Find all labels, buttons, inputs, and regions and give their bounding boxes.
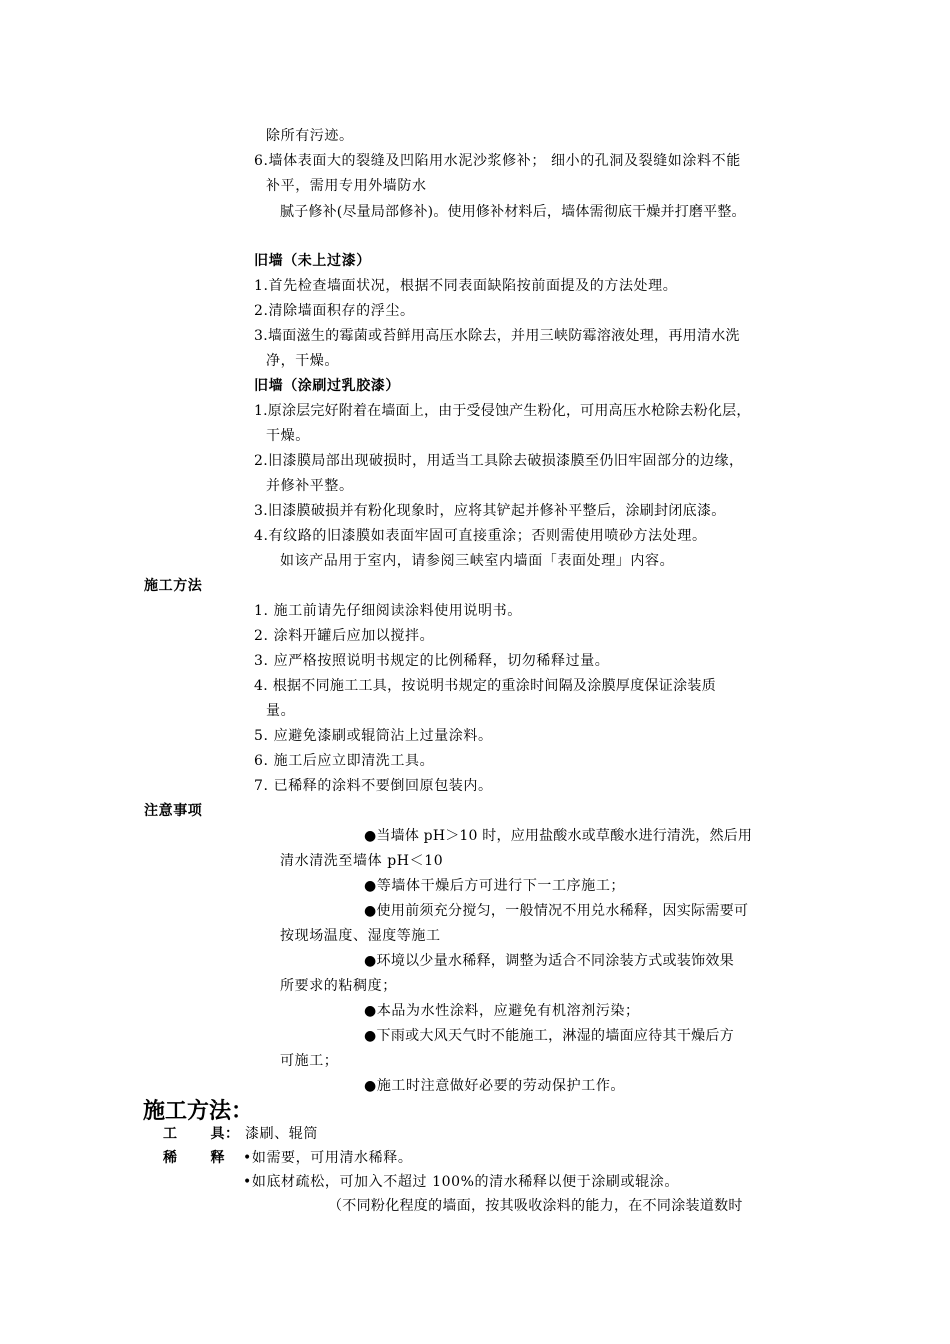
note-item: ●环境以少量水稀释，调整为适合不同涂装方式或装饰效果 — [364, 953, 735, 969]
note-item: 所要求的粘稠度； — [280, 978, 397, 994]
list-item: 3.旧漆膜破损并有粉化现象时，应将其铲起并修补平整后，涂刷封闭底漆。 — [254, 503, 726, 519]
dilute-line: •如需要，可用清水稀释。 — [243, 1150, 413, 1166]
section-heading-old-wall-latex: 旧墙（涂刷过乳胶漆） — [254, 378, 400, 394]
prep-line: 6.墙体表面大的裂缝及凹陷用水泥沙浆修补； 细小的孔洞及裂缝如涂料不能 — [254, 153, 741, 169]
list-item: 1. 施工前请先仔细阅读涂料使用说明书。 — [254, 603, 522, 619]
list-item: 净，干燥。 — [266, 353, 339, 369]
note-item: ●使用前须充分搅匀，一般情况不用兑水稀释，因实际需要可 — [364, 903, 749, 919]
list-item: 2.旧漆膜局部出现破损时，用适当工具除去破损漆膜至仍旧牢固部分的边缘， — [254, 453, 744, 469]
section-heading-method: 施工方法 — [144, 578, 203, 594]
dilute-line: （不同粉化程度的墙面，按其吸收涂料的能力，在不同涂装道数时 — [328, 1198, 743, 1214]
section-heading-notes: 注意事项 — [144, 803, 203, 819]
prep-line: 补平，需用专用外墙防水 — [266, 178, 427, 194]
note-item: ●等墙体干燥后方可进行下一工序施工； — [364, 878, 626, 894]
list-item: 3. 应严格按照说明书规定的比例稀释，切勿稀释过量。 — [254, 653, 610, 669]
list-item: 7. 已稀释的涂料不要倒回原包装内。 — [254, 778, 493, 794]
note-item: ●施工时注意做好必要的劳动保护工作。 — [364, 1078, 626, 1094]
note-item: 按现场温度、湿度等施工 — [280, 928, 441, 944]
prep-line: 除所有污迹。 — [266, 128, 354, 144]
list-item: 如该产品用于室内，请参阅三峡室内墙面「表面处理」内容。 — [280, 553, 675, 569]
tool-value: 漆刷、辊筒 — [245, 1126, 318, 1142]
note-item: ●下雨或大风天气时不能施工，淋湿的墙面应待其干燥后方 — [364, 1028, 735, 1044]
list-item: 并修补平整。 — [266, 478, 354, 494]
list-item: 4.有纹路的旧漆膜如表面牢固可直接重涂；否则需使用喷砂方法处理。 — [254, 528, 707, 544]
section-heading-method-2: 施工方法： — [143, 1098, 254, 1124]
list-item: 1.原涂层完好附着在墙面上，由于受侵蚀产生粉化，可用高压水枪除去粉化层， — [254, 403, 751, 419]
prep-line: 腻子修补(尽量局部修补)。使用修补材料后，墙体需彻底干燥并打磨平整。 — [280, 204, 746, 220]
note-item: 可施工； — [280, 1053, 339, 1069]
list-item: 5. 应避免漆刷或辊筒沾上过量涂料。 — [254, 728, 493, 744]
list-item: 干燥。 — [266, 428, 310, 444]
list-item: 1.首先检查墙面状况，根据不同表面缺陷按前面提及的方法处理。 — [254, 278, 678, 294]
list-item: 6. 施工后应立即清洗工具。 — [254, 753, 435, 769]
dilute-line: •如底材疏松，可加入不超过 100%的清水稀释以便于涂刷或辊涂。 — [243, 1174, 679, 1190]
list-item: 4. 根据不同施工工具，按说明书规定的重涂时间隔及涂膜厚度保证涂装质 — [254, 678, 717, 694]
list-item: 2.清除墙面积存的浮尘。 — [254, 303, 415, 319]
tool-label: 工 具： — [163, 1126, 240, 1142]
list-item: 量。 — [266, 703, 296, 719]
list-item: 3.墙面滋生的霉菌或苔鲜用高压水除去，并用三峡防霉溶液处理，再用清水洗 — [254, 328, 740, 344]
note-item: ●本品为水性涂料，应避免有机溶剂污染； — [364, 1003, 640, 1019]
dilute-label: 稀 释 — [163, 1150, 226, 1166]
note-item: 清水清洗至墙体 pH＜10 — [280, 853, 444, 869]
list-item: 2. 涂料开罐后应加以搅拌。 — [254, 628, 435, 644]
note-item: ●当墙体 pH＞10 时，应用盐酸水或草酸水进行清洗，然后用 — [364, 828, 753, 844]
section-heading-old-wall-unpainted: 旧墙（未上过漆） — [254, 253, 371, 269]
